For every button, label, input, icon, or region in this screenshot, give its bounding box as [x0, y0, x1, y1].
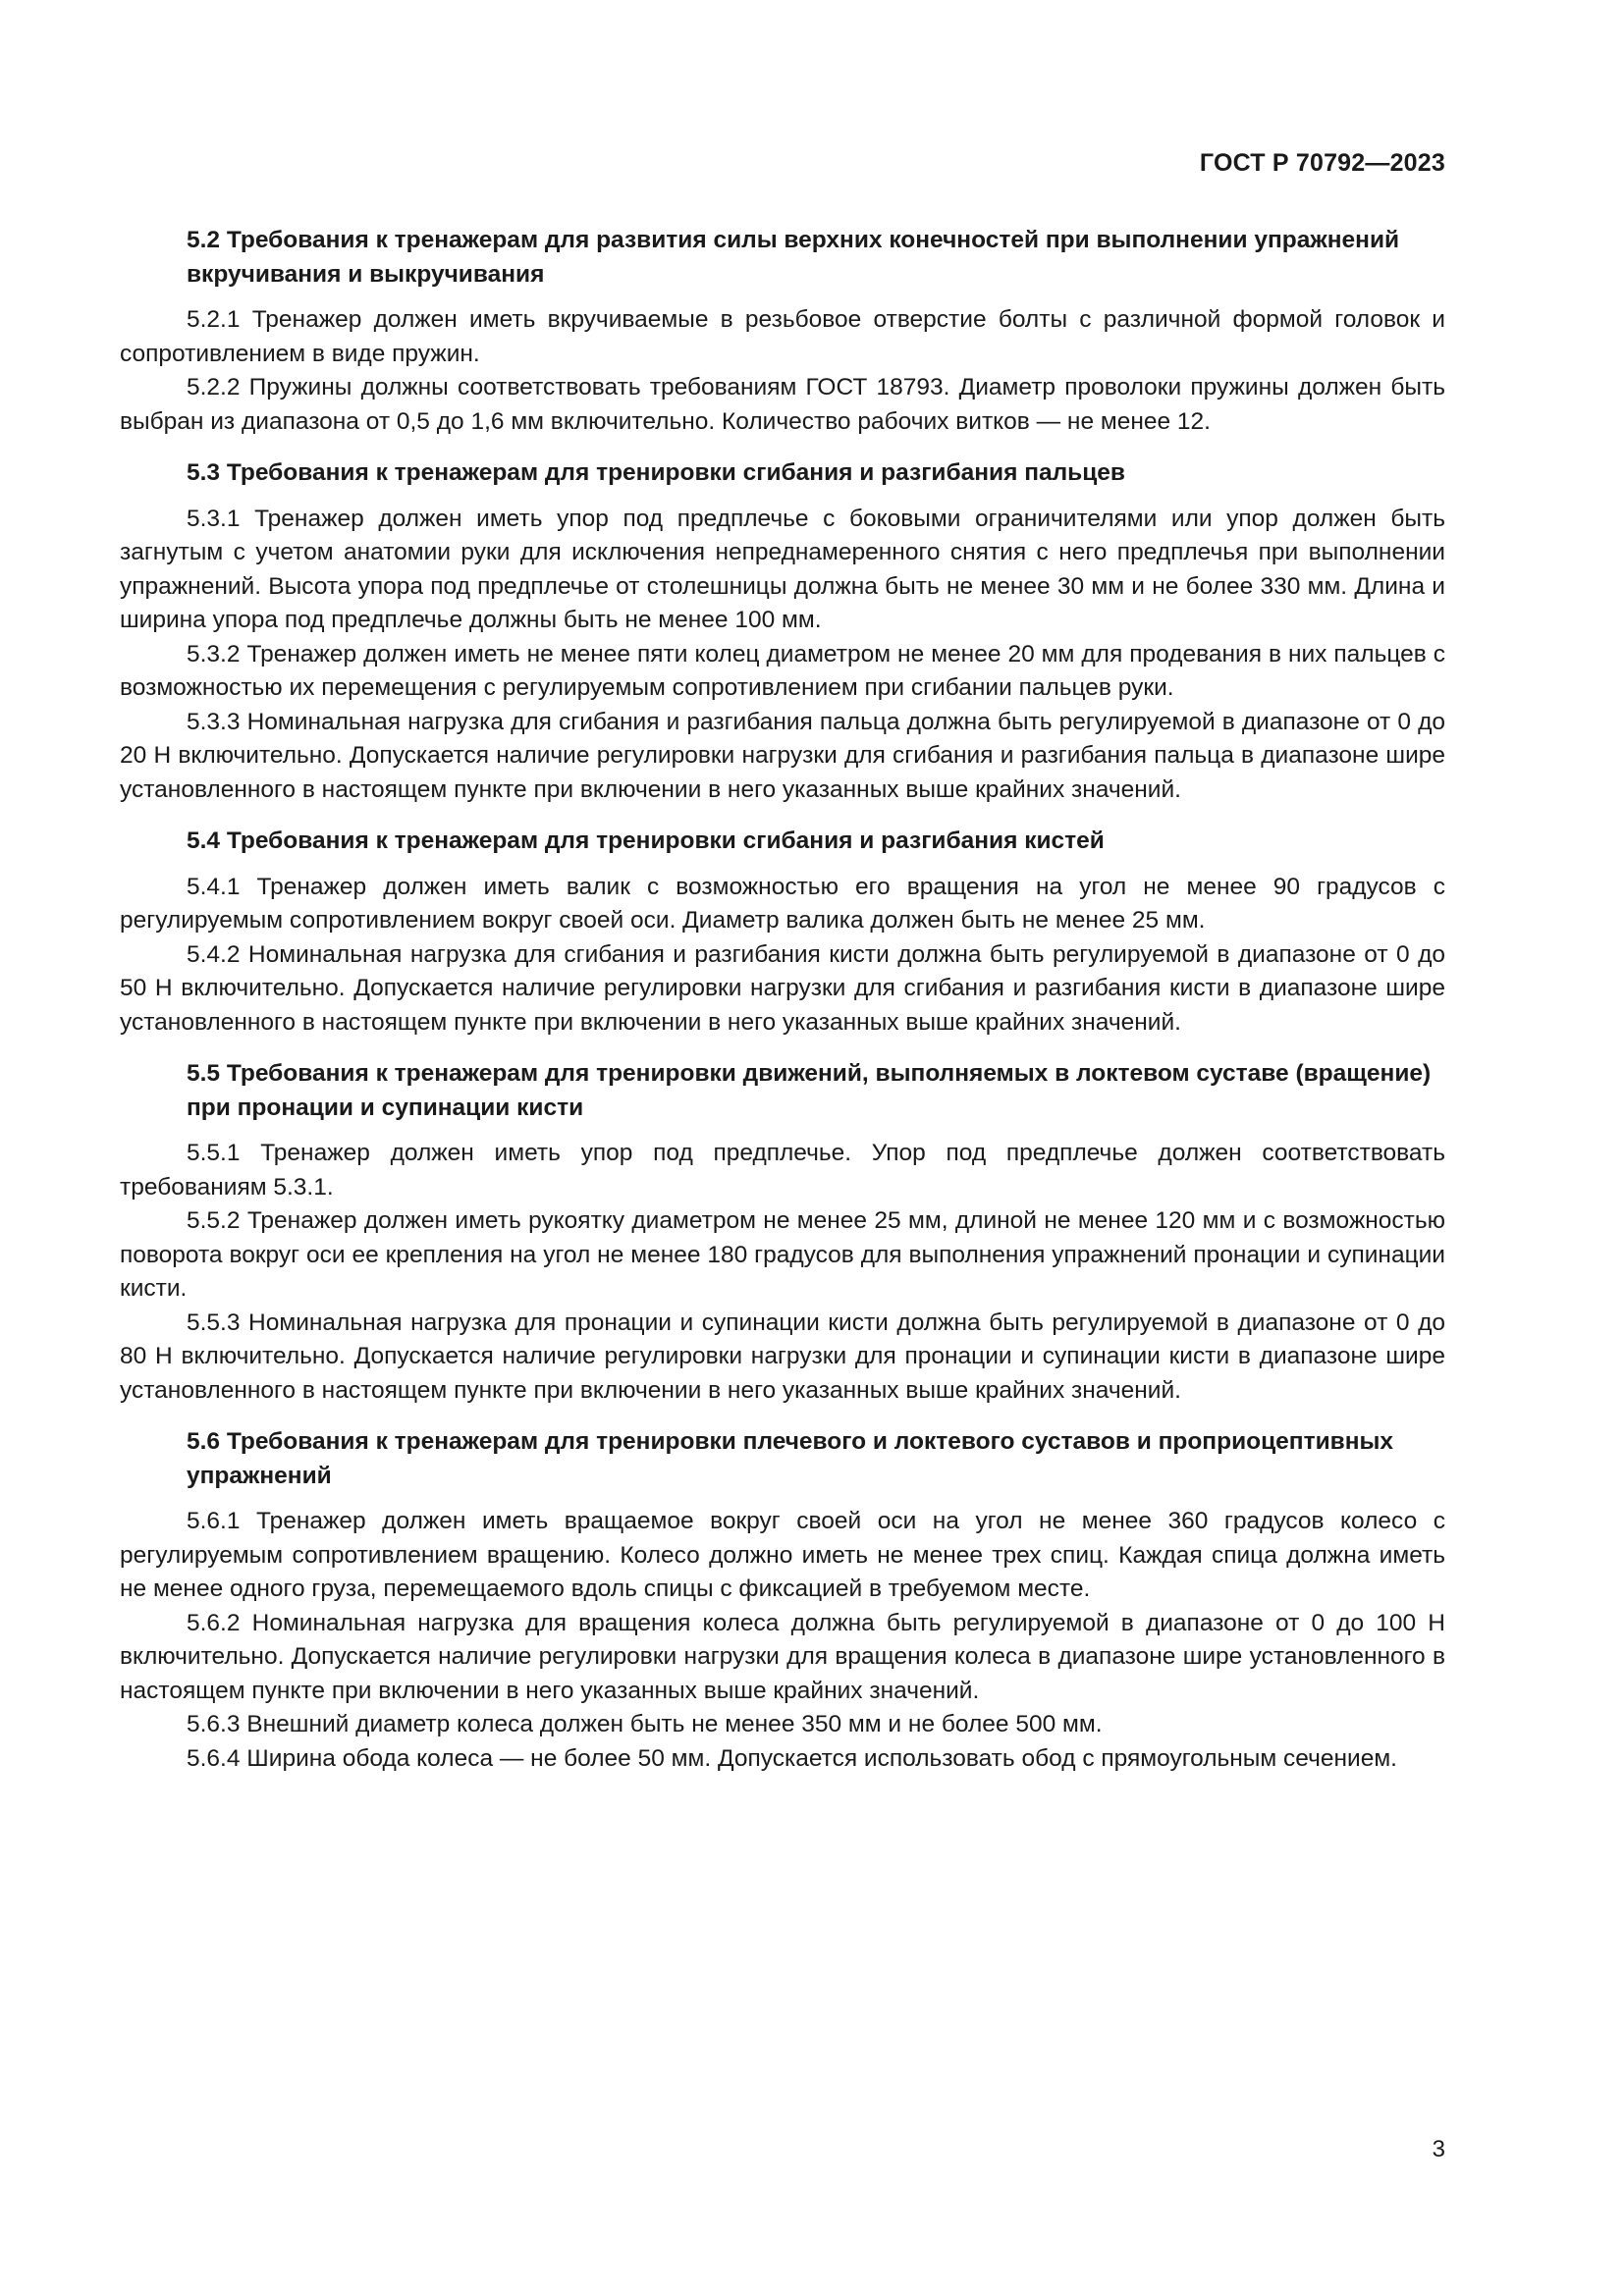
paragraph: 5.2.1 Тренажер должен иметь вкручиваемые в резьбовое отверстие болты с различной формой головок и сопротивлением в виде пружин.: [120, 306, 1445, 367]
document-body: [120, 224, 1445, 1776]
document-code: ГОСТ Р 70792—2023: [1199, 149, 1445, 177]
section-heading: 5.5 Требования к тренажерам для тренировки движений, выполняемых в локтевом суставе (вращение) при пронации и супинации кисти: [187, 1060, 1432, 1121]
section-heading: 5.4 Требования к тренажерам для тренировки сгибания и разгибания кистей: [187, 828, 1105, 854]
paragraph: 5.2.2 Пружины должны соответствовать требованиям ГОСТ 18793. Диаметр проволоки пружины должен быть выбран из диапазона от 0,5 до 1,6 мм включительно. Количество рабочих витков — не менее 12.: [120, 374, 1445, 435]
paragraph: 5.6.3 Внешний диаметр колеса должен быть не менее 350 мм и не более 500 мм.: [187, 1711, 1103, 1737]
paragraph: 5.4.2 Номинальная нагрузка для сгибания и разгибания кисти должна быть регулируемой в диапазоне от 0 до 50 Н включительно. Допускается наличие регулировки нагрузки для сгибания и разгибания кисти в диапазоне шире установленного в настоящем пункте при включении в него указанных выше крайних значений.: [120, 940, 1445, 1036]
section-heading: 5.2 Требования к тренажерам для развития силы верхних конечностей при выполнении упражнений вкручивания и выкручивания: [187, 227, 1400, 288]
paragraph: 5.6.1 Тренажер должен иметь вращаемое вокруг своей оси на угол не менее 360 градусов колесо с регулируемым сопротивлением вращению. Колесо должно иметь не менее трех спиц. Каждая спица должна иметь не менее одного груза, перемещаемого вдоль спицы с фиксацией в требуемом месте.: [120, 1508, 1445, 1602]
paragraph: 5.6.4 Ширина обода колеса — не более 50 мм. Допускается использовать обод с прямоугольным сечением.: [187, 1744, 1397, 1772]
paragraph: 5.5.1 Тренажер должен иметь упор под предплечье. Упор под предплечье должен соответствовать требованиям 5.3.1.: [120, 1140, 1445, 1201]
paragraph: 5.5.2 Тренажер должен иметь рукоятку диаметром не менее 25 мм, длиной не менее 120 мм и с возможностью поворота вокруг оси ее крепления на угол не менее 180 градусов для выполнения упражнений пронации и супинации кисти.: [120, 1207, 1445, 1302]
paragraph: 5.5.3 Номинальная нагрузка для пронации и супинации кисти должна быть регулируемой в диапазоне от 0 до 80 Н включительно. Допускается наличие регулировки нагрузки для пронации и супинации кисти в диапазоне шире установленного в настоящем пункте при включении в него указанных выше крайних значений.: [120, 1308, 1445, 1404]
paragraph: 5.6.2 Номинальная нагрузка для вращения колеса должна быть регулируемой в диапазоне от 0 до 100 Н включительно. Допускается наличие регулировки нагрузки для вращения колеса в диапазоне шире установленного в настоящем пункте при включении в него указанных выше крайних значений.: [120, 1609, 1445, 1704]
paragraph: 5.4.1 Тренажер должен иметь валик с возможностью его вращения на угол не менее 90 градусов с регулируемым сопротивлением вокруг своей оси. Диаметр валика должен быть не менее 25 мм.: [120, 873, 1445, 934]
section-heading: 5.3 Требования к тренажерам для тренировки сгибания и разгибания пальцев: [187, 459, 1125, 486]
page-number: 3: [1432, 2136, 1445, 2163]
paragraph: 5.3.2 Тренажер должен иметь не менее пяти колец диаметром не менее 20 мм для продевания в них пальцев с возможностью их перемещения с регулируемым сопротивлением при сгибании пальцев руки.: [120, 640, 1445, 701]
paragraph: 5.3.3 Номинальная нагрузка для сгибания и разгибания пальца должна быть регулируемой в диапазоне от 0 до 20 Н включительно. Допускается наличие регулировки нагрузки для сгибания и разгибания пальца в диапазоне шире установленного в настоящем пункте при включении в него указанных выше крайних значений.: [120, 708, 1445, 803]
paragraph: 5.3.1 Тренажер должен иметь упор под предплечье с боковыми ограничителями или упор должен быть загнутым с учетом анатомии руки для исключения непреднамеренного снятия с него предплечья при выполнении упражнений. Высота упора под предплечье от столешницы должна быть не менее 30 мм и не более 330 мм. Длина и ширина упора под предплечье должны быть не менее 100 мм.: [120, 505, 1445, 633]
section-heading: 5.6 Требования к тренажерам для тренировки плечевого и локтевого суставов и проприоцептивных упражнений: [187, 1428, 1394, 1489]
